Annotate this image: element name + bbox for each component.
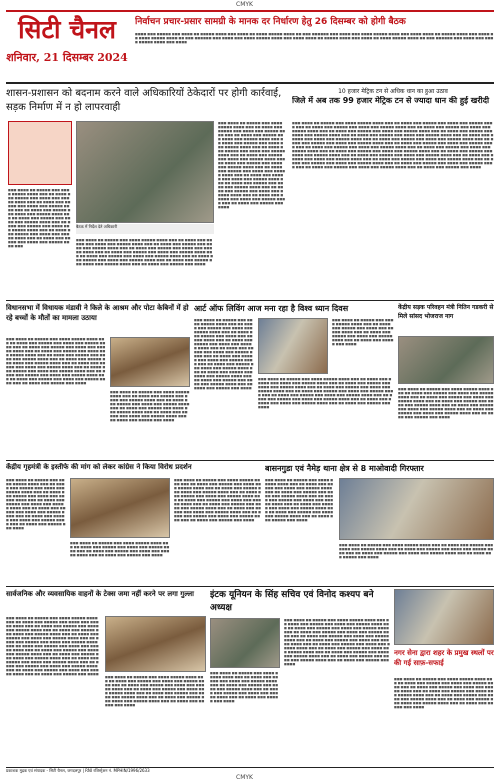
story1-column-3: ■■■ ■■■■ ■■ ■■■■■ ■■■ ■■■■ ■■■■■ ■■■■ ■■■ ■■ ■■■■ ■■■ ■■■■■ ■■■ ■■■■ ■■■ ■■■■■ ■■■■ ■■■ ■■ ■■■■ ■■■ ■■■■■ ■■■ ■■■■ ■■■ ■■■■■ ■■■■ ■■■ ■■ ■■■■ ■■■ ■■■■■ ■■■ ■■■■ ■■■ ■■■■■ ■■■■ ■■■ ■■ ■■■■ ■■■ ■■■■■ ■■■ ■■■■ ■■■ ■■■■■ ■■■■ ■■■ ■■ ■■■■ ■■■ ■■■■■ ■■■ ■■■■ ■■■ ■■■■■ ■■■■ ■■■ ■■ ■■■■ ■■■ ■■■■■ ■■■ ■■■■ ■■■ ■■■■■ ■■■■ ■■■ ■■ ■■■■ ■■■ ■■■■■ ■■■ ■■■■ ■■■ ■■■■■ ■■■■ ■■■ ■■ ■■■■ ■■■ ■■■■■ ■■■ ■■■■ ■■■ ■■■■■ ■■■■ ■■■ ■■ ■■■■ ■■■ ■■■■■ ■■■ ■■■■ ■■■ ■■■■■ ■■■■ ■■■ ■■ ■■■■ ■■■ ■■■■■ ■■■ ■■■■ ■■■ ■■■■■ ■■■■ ■■■ ■■ ■■■■ ■■■ ■■■■■ ■■■ ■■■■ ■■■ ■■■■■ ■■■■ ■■■ ■■ ■■■■ ■■■ ■■■■■ ■■■ ■■■■ bbox=[218, 121, 286, 209]
story6-headline: केंद्रीय गृहमंत्री के इस्तीफे की मांग को लेकर कांग्रेस ने किया विरोध प्रदर्शन bbox=[6, 463, 192, 471]
story1-column-1: ■■■ ■■■■ ■■ ■■■■■ ■■■ ■■■■ ■■■■■ ■■■■ ■■■ ■■ ■■■■ ■■■ ■■■■■ ■■■ ■■■■ ■■■ ■■■■■ ■■■■ ■■■ ■■ ■■■■ ■■■ ■■■■■ ■■■ ■■■■ ■■■ ■■■■■ ■■■■ ■■■ ■■ ■■■■ ■■■ ■■■■■ ■■■ ■■■■ ■■■ ■■■■■ ■■■■ ■■■ ■■ ■■■■ ■■■ ■■■■■ ■■■ ■■■■ ■■■ ■■■■■ ■■■■ ■■■ ■■ ■■■■ ■■■ ■■■■■ ■■■ ■■■■ ■■■ ■■■■■ ■■■■ ■■■ ■■ ■■■■ ■■■ ■■■■■ ■■■ ■■■■ ■■■ ■■■■■ ■■■■ ■■■ ■■ ■■■■ ■■■ ■■■■■ ■■■ ■■■■ ■■■ ■■■■■ ■■■■ ■■■ bbox=[8, 188, 71, 248]
story1-headline: शासन-प्रशासन को बदनाम करने वाले अधिकारियों ठेकेदारों पर होगी कार्रवाई, सड़क निर्माण में न हो लापरवाही bbox=[6, 88, 282, 113]
story7-photo bbox=[339, 478, 494, 540]
lead-story-body: ■■■■ ■■■ ■■■■■ ■■■ ■■■■ ■■ ■■■■■ ■■■■ ■■■ ■■■■ ■■ ■■■■ ■■■■■ ■■■■ ■■ ■■■ ■■■■■■ ■■■ ■■■■ ■■■ ■■■■ ■■■■■ ■■■■ ■■■ ■■■■ ■■■■ ■■ ■■■■■ ■■■■ ■■■ ■■■■ ■■ ■■■■ ■■■■■ ■■■■ ■■ ■■■ ■■■■■■ ■■■ ■■■■ ■■■ ■■■■ ■■■■■ ■■■■ ■■■ ■■■■ ■■■■ ■■ ■■■■■ ■■■■ ■■■ ■■■■ ■■ ■■■■ ■■■■■ ■■■■ ■■ ■■■ ■■■■■■ ■■■ ■■■■ ■■■ ■■■■ ■■■■■ ■■■■ ■■■ ■■■■ bbox=[135, 32, 494, 44]
story5-photo bbox=[398, 336, 494, 384]
story6-photo bbox=[70, 478, 170, 538]
story8-body-1: ■■■ ■■■■ ■■ ■■■■■ ■■■ ■■■■ ■■■■■ ■■■■ ■■■ ■■ ■■■■ ■■■ ■■■■■ ■■■ ■■■■ ■■■ ■■■■■ ■■■■ ■■■ ■■ ■■■■ ■■■ ■■■■■ ■■■ ■■■■ ■■■ ■■■■■ ■■■■ ■■■ ■■ ■■■■ ■■■ ■■■■■ ■■■ ■■■■ ■■■ ■■■■■ ■■■■ ■■■ ■■ ■■■■ ■■■ ■■■■■ ■■■ ■■■■ ■■■ ■■■■■ ■■■■ ■■■ ■■ ■■■■ ■■■ ■■■■■ ■■■ ■■■■ ■■■ ■■■■■ ■■■■ ■■■ ■■ ■■■■ ■■■ ■■■■■ ■■■ ■■■■ ■■■ ■■■■■ ■■■■ ■■■ ■■ ■■■■ ■■■ ■■■■■ ■■■ ■■■■ ■■■ ■■■■■ ■■■■ ■■■ ■■ ■■■■ ■■■ ■■■■■ ■■■ ■■■■ ■■■ ■■■■■ ■■■■ ■■■ ■■ ■■■■ ■■■ ■■■■■ ■■■ ■■■■ ■■■ ■■■■■ ■■■■ ■■■ ■■ ■■■■ ■■■ ■■■■■ ■■■ ■■■■ ■■■ ■■■■■ ■■■■ ■■■ ■■ ■■■■ ■■■ ■■■■■ ■■■ ■■■■ ■■■ ■■■■■ ■■■■ ■■■ ■■ ■■■■ ■■■ ■■■■■ ■■■ ■■■■ bbox=[6, 616, 99, 676]
story3-headline: विधानसभा में विधायक मंडावी ने किले के आश्रम और पोटा केबिनों में हो रहे बच्चों के मौतों का मामला उठाया bbox=[6, 304, 189, 322]
story1-sidebar-box bbox=[8, 121, 72, 185]
story1-photo-caption: बैठक में निर्देश देते अधिकारी bbox=[76, 224, 214, 234]
lead-headline: निर्वाचन प्रचार-प्रसार सामग्री के मानक दर निर्धारण हेतु 26 दिसम्बर को होगी बैठक bbox=[135, 17, 406, 27]
story10-headline: नगर सेना द्वारा शहर के प्रमुख स्थलों पर की गई साफ़-सफाई bbox=[394, 649, 494, 667]
story8-body-2: ■■■ ■■■■ ■■ ■■■■■ ■■■ ■■■■ ■■■■■ ■■■■ ■■■ ■■ ■■■■ ■■■ ■■■■■ ■■■ ■■■■ ■■■ ■■■■■ ■■■■ ■■■ ■■ ■■■■ ■■■ ■■■■■ ■■■ ■■■■ ■■■ ■■■■■ ■■■■ ■■■ ■■ ■■■■ ■■■ ■■■■■ ■■■ ■■■■ ■■■ ■■■■■ ■■■■ ■■■ ■■ ■■■■ ■■■ ■■■■■ ■■■ ■■■■ ■■■ ■■■■■ ■■■■ ■■■ ■■ ■■■■ ■■■ ■■■■■ ■■■ ■■■■ ■■■ ■■■■■ ■■■■ ■■■ ■■ ■■■■ ■■■ ■■■■■ ■■■ ■■■■ bbox=[105, 675, 205, 707]
story9-headline: इंटक यूनियन के सिंह सचिव एवं विनोद कश्यप बने अध्यक्ष bbox=[210, 590, 374, 613]
story9-body-2: ■■■ ■■■■ ■■ ■■■■■ ■■■ ■■■■ ■■■■■ ■■■■ ■■■ ■■ ■■■■ ■■■ ■■■■■ ■■■ ■■■■ ■■■ ■■■■■ ■■■■ ■■■ ■■ ■■■■ ■■■ ■■■■■ ■■■ ■■■■ ■■■ ■■■■■ ■■■■ ■■■ ■■ ■■■■ ■■■ ■■■■■ ■■■ ■■■■ ■■■ ■■■■■ ■■■■ ■■■ ■■ ■■■■ ■■■ ■■■■■ ■■■ ■■■■ ■■■ ■■■■■ ■■■■ ■■■ ■■ ■■■■ ■■■ ■■■■■ ■■■ ■■■■ ■■■ ■■■■■ ■■■■ ■■■ ■■ ■■■■ ■■■ ■■■■■ ■■■ ■■■■ ■■■ ■■■■■ ■■■■ ■■■ ■■ ■■■■ ■■■ ■■■■■ ■■■ ■■■■ ■■■ ■■■■■ ■■■■ ■■■ ■■ ■■■■ ■■■ ■■■■■ ■■■ ■■■■ ■■■ ■■■■■ ■■■■ ■■■ ■■ ■■■■ ■■■ ■■■■■ ■■■ ■■■■ ■■■ ■■■■■ ■■■■ ■■■ ■■ ■■■■ ■■■ ■■■■■ ■■■ ■■■■ bbox=[284, 618, 390, 666]
story5-headline: केंद्रीय सड़क परिवहन मंत्री नितिन गडकरी से मिले सांसद भोजराज नाग bbox=[398, 304, 494, 320]
story10-body: ■■■ ■■■■ ■■ ■■■■■ ■■■ ■■■■ ■■■■■ ■■■■ ■■■ ■■ ■■■■ ■■■ ■■■■■ ■■■ ■■■■ ■■■ ■■■■■ ■■■■ ■■■ ■■ ■■■■ ■■■ ■■■■■ ■■■ ■■■■ ■■■ ■■■■■ ■■■■ ■■■ ■■ ■■■■ ■■■ ■■■■■ ■■■ ■■■■ ■■■ ■■■■■ ■■■■ ■■■ ■■ ■■■■ ■■■ ■■■■■ ■■■ ■■■■ ■■■ ■■■■■ ■■■■ ■■■ ■■ ■■■■ ■■■ ■■■■■ ■■■ ■■■■ ■■■ ■■■■■ ■■■■ ■■■ ■■ ■■■■ ■■■ ■■■■■ ■■■ ■■■■ bbox=[394, 677, 494, 709]
story5-body: ■■■ ■■■■ ■■ ■■■■■ ■■■ ■■■■ ■■■■■ ■■■■ ■■■ ■■ ■■■■ ■■■ ■■■■■ ■■■ ■■■■ ■■■ ■■■■■ ■■■■ ■■■ ■■ ■■■■ ■■■ ■■■■■ ■■■ ■■■■ ■■■ ■■■■■ ■■■■ ■■■ ■■ ■■■■ ■■■ ■■■■■ ■■■ ■■■■ ■■■ ■■■■■ ■■■■ ■■■ ■■ ■■■■ ■■■ ■■■■■ ■■■ ■■■■ ■■■ ■■■■■ ■■■■ ■■■ ■■ ■■■■ ■■■ ■■■■■ ■■■ ■■■■ ■■■ ■■■■■ ■■■■ ■■■ ■■ ■■■■ ■■■ ■■■■■ ■■■ ■■■■ bbox=[398, 387, 494, 419]
row1-rule bbox=[6, 300, 494, 301]
top-rule bbox=[6, 10, 494, 12]
story6-body-2: ■■■ ■■■■ ■■ ■■■■■ ■■■ ■■■■ ■■■■■ ■■■■ ■■■ ■■ ■■■■ ■■■ ■■■■■ ■■■ ■■■■ ■■■ ■■■■■ ■■■■ ■■■ ■■ ■■■■ ■■■ ■■■■■ ■■■ ■■■■ ■■■ ■■■■■ ■■■■ ■■■ ■■ ■■■■ ■■■ ■■■■■ ■■■ ■■■■ bbox=[70, 541, 170, 557]
story3-body-1: ■■■ ■■■■ ■■ ■■■■■ ■■■ ■■■■ ■■■■■ ■■■■ ■■■ ■■ ■■■■ ■■■ ■■■■■ ■■■ ■■■■ ■■■ ■■■■■ ■■■■ ■■■ ■■ ■■■■ ■■■ ■■■■■ ■■■ ■■■■ ■■■ ■■■■■ ■■■■ ■■■ ■■ ■■■■ ■■■ ■■■■■ ■■■ ■■■■ ■■■ ■■■■■ ■■■■ ■■■ ■■ ■■■■ ■■■ ■■■■■ ■■■ ■■■■ ■■■ ■■■■■ ■■■■ ■■■ ■■ ■■■■ ■■■ ■■■■■ ■■■ ■■■■ ■■■ ■■■■■ ■■■■ ■■■ ■■ ■■■■ ■■■ ■■■■■ ■■■ ■■■■ ■■■ ■■■■■ ■■■■ ■■■ ■■ ■■■■ ■■■ ■■■■■ ■■■ ■■■■ ■■■ ■■■■■ ■■■■ ■■■ ■■ ■■■■ ■■■ ■■■■■ ■■■ ■■■■ ■■■ ■■■■■ ■■■■ ■■■ ■■ ■■■■ ■■■ ■■■■■ ■■■ ■■■■ ■■■ ■■■■■ ■■■■ ■■■ ■■ ■■■■ ■■■ ■■■■■ ■■■ ■■■■ bbox=[6, 337, 106, 385]
story6-body-3: ■■■ ■■■■ ■■ ■■■■■ ■■■ ■■■■ ■■■■■ ■■■■ ■■■ ■■ ■■■■ ■■■ ■■■■■ ■■■ ■■■■ ■■■ ■■■■■ ■■■■ ■■■ ■■ ■■■■ ■■■ ■■■■■ ■■■ ■■■■ ■■■ ■■■■■ ■■■■ ■■■ ■■ ■■■■ ■■■ ■■■■■ ■■■ ■■■■ ■■■ ■■■■■ ■■■■ ■■■ ■■ ■■■■ ■■■ ■■■■■ ■■■ ■■■■ ■■■ ■■■■■ ■■■■ ■■■ ■■ ■■■■ ■■■ ■■■■■ ■■■ ■■■■ ■■■ ■■■■■ ■■■■ ■■■ ■■ ■■■■ ■■■ ■■■■■ ■■■ ■■■■ ■■■ ■■■■■ ■■■■ ■■■ ■■ ■■■■ ■■■ ■■■■■ ■■■ ■■■■ ■■■ ■■■■■ ■■■■ ■■■ ■■ ■■■■ ■■■ ■■■■■ ■■■ ■■■■ bbox=[174, 478, 261, 522]
masthead-title: सिटी चैनल bbox=[18, 15, 116, 44]
cmyk-marker-bottom: CMYK bbox=[236, 774, 253, 781]
story6-body-1: ■■■ ■■■■ ■■ ■■■■■ ■■■ ■■■■ ■■■■■ ■■■■ ■■■ ■■ ■■■■ ■■■ ■■■■■ ■■■ ■■■■ ■■■ ■■■■■ ■■■■ ■■■ ■■ ■■■■ ■■■ ■■■■■ ■■■ ■■■■ ■■■ ■■■■■ ■■■■ ■■■ ■■ ■■■■ ■■■ ■■■■■ ■■■ ■■■■ ■■■ ■■■■■ ■■■■ ■■■ ■■ ■■■■ ■■■ ■■■■■ ■■■ ■■■■ ■■■ ■■■■■ ■■■■ ■■■ ■■ ■■■■ ■■■ ■■■■■ ■■■ ■■■■ ■■■ ■■■■■ ■■■■ ■■■ ■■ ■■■■ ■■■ ■■■■■ ■■■ ■■■■ bbox=[6, 478, 66, 530]
masthead-date: शनिवार, 21 दिसम्बर 2024 bbox=[6, 51, 128, 64]
story7-headline: बासनगुडा एवं नैमेड़ थाना क्षेत्र से 8 माओवादी गिरफ्तार bbox=[265, 464, 424, 473]
masthead bbox=[6, 14, 128, 78]
story1-column-2: ■■■ ■■■■ ■■ ■■■■■ ■■■ ■■■■ ■■■■■ ■■■■ ■■■ ■■ ■■■■ ■■■ ■■■■■ ■■■ ■■■■ ■■■ ■■■■■ ■■■■ ■■■ ■■ ■■■■ ■■■ ■■■■■ ■■■ ■■■■ ■■■ ■■■■■ ■■■■ ■■■ ■■ ■■■■ ■■■ ■■■■■ ■■■ ■■■■ ■■■ ■■■■■ ■■■■ ■■■ ■■ ■■■■ ■■■ ■■■■■ ■■■ ■■■■ ■■■ ■■■■■ ■■■■ ■■■ ■■ ■■■■ ■■■ ■■■■■ ■■■ ■■■■ ■■■ ■■■■■ ■■■■ ■■■ ■■ ■■■■ ■■■ ■■■■■ ■■■ ■■■■ ■■■ ■■■■■ ■■■■ ■■■ ■■ ■■■■ ■■■ ■■■■■ ■■■ ■■■■ ■■■ ■■■■■ ■■■■ ■■■ ■■ ■■■■ ■■■ ■■■■■ ■■■ ■■■■ bbox=[76, 238, 214, 266]
story4-body-2: ■■■ ■■■■ ■■ ■■■■■ ■■■ ■■■■ ■■■■■ ■■■■ ■■■ ■■ ■■■■ ■■■ ■■■■■ ■■■ ■■■■ ■■■ ■■■■■ ■■■■ ■■■ ■■ ■■■■ ■■■ ■■■■■ ■■■ ■■■■ ■■■ ■■■■■ ■■■■ ■■■ ■■ ■■■■ ■■■ ■■■■■ ■■■ ■■■■ ■■■ ■■■■■ ■■■■ ■■■ ■■ ■■■■ ■■■ ■■■■■ ■■■ ■■■■ ■■■ ■■■■■ ■■■■ ■■■ ■■ ■■■■ ■■■ ■■■■■ ■■■ ■■■■ ■■■ ■■■■■ ■■■■ ■■■ ■■ ■■■■ ■■■ ■■■■■ ■■■ ■■■■ ■■■ ■■■■■ ■■■■ ■■■ ■■ ■■■■ ■■■ ■■■■■ ■■■ ■■■■ ■■■ ■■■■■ ■■■■ ■■■ ■■ ■■■■ ■■■ ■■■■■ ■■■ ■■■■ bbox=[258, 377, 394, 409]
masthead-bottom-rule bbox=[6, 82, 494, 84]
story8-photo bbox=[105, 616, 206, 672]
story10-photo bbox=[394, 589, 494, 645]
row2-rule bbox=[6, 460, 494, 461]
story8-headline: सार्वजनिक और व्यवसायिक वाहनों के टेक्स जमा नहीं करने पर लगा गुल्ला bbox=[6, 590, 194, 598]
story1-photo bbox=[76, 121, 214, 223]
story3-photo bbox=[110, 337, 190, 387]
story9-body-1: ■■■ ■■■■ ■■ ■■■■■ ■■■ ■■■■ ■■■■■ ■■■■ ■■■ ■■ ■■■■ ■■■ ■■■■■ ■■■ ■■■■ ■■■ ■■■■■ ■■■■ ■■■ ■■ ■■■■ ■■■ ■■■■■ ■■■ ■■■■ ■■■ ■■■■■ ■■■■ ■■■ ■■ ■■■■ ■■■ ■■■■■ ■■■ ■■■■ ■■■ ■■■■■ ■■■■ ■■■ ■■ ■■■■ ■■■ ■■■■■ ■■■ ■■■■ bbox=[210, 671, 279, 703]
story4-body-3: ■■■ ■■■■ ■■ ■■■■■ ■■■ ■■■■ ■■■■■ ■■■■ ■■■ ■■ ■■■■ ■■■ ■■■■■ ■■■ ■■■■ ■■■ ■■■■■ ■■■■ ■■■ ■■ ■■■■ ■■■ ■■■■■ ■■■ ■■■■ ■■■ ■■■■■ ■■■■ ■■■ ■■ ■■■■ ■■■ ■■■■■ ■■■ ■■■■ bbox=[332, 318, 394, 346]
story2-headline: जिले में अब तक 99 हजार मेट्रिक टन से ज्यादा धान की हुई खरीदी bbox=[292, 96, 490, 105]
row3-rule bbox=[6, 586, 494, 587]
story9-photo bbox=[210, 618, 280, 668]
cmyk-marker-top: CMYK bbox=[236, 1, 253, 8]
story4-body-1: ■■■ ■■■■ ■■ ■■■■■ ■■■ ■■■■ ■■■■■ ■■■■ ■■■ ■■ ■■■■ ■■■ ■■■■■ ■■■ ■■■■ ■■■ ■■■■■ ■■■■ ■■■ ■■ ■■■■ ■■■ ■■■■■ ■■■ ■■■■ ■■■ ■■■■■ ■■■■ ■■■ ■■ ■■■■ ■■■ ■■■■■ ■■■ ■■■■ ■■■ ■■■■■ ■■■■ ■■■ ■■ ■■■■ ■■■ ■■■■■ ■■■ ■■■■ ■■■ ■■■■■ ■■■■ ■■■ ■■ ■■■■ ■■■ ■■■■■ ■■■ ■■■■ ■■■ ■■■■■ ■■■■ ■■■ ■■ ■■■■ ■■■ ■■■■■ ■■■ ■■■■ ■■■ ■■■■■ ■■■■ ■■■ ■■ ■■■■ ■■■ ■■■■■ ■■■ ■■■■ ■■■ ■■■■■ ■■■■ ■■■ ■■ ■■■■ ■■■ ■■■■■ ■■■ ■■■■ ■■■ ■■■■■ ■■■■ ■■■ ■■ ■■■■ ■■■ ■■■■■ ■■■ ■■■■ bbox=[194, 318, 254, 390]
story7-body-1: ■■■ ■■■■ ■■ ■■■■■ ■■■ ■■■■ ■■■■■ ■■■■ ■■■ ■■ ■■■■ ■■■ ■■■■■ ■■■ ■■■■ ■■■ ■■■■■ ■■■■ ■■■ ■■ ■■■■ ■■■ ■■■■■ ■■■ ■■■■ ■■■ ■■■■■ ■■■■ ■■■ ■■ ■■■■ ■■■ ■■■■■ ■■■ ■■■■ ■■■ ■■■■■ ■■■■ ■■■ ■■ ■■■■ ■■■ ■■■■■ ■■■ ■■■■ ■■■ ■■■■■ ■■■■ ■■■ ■■ ■■■■ ■■■ ■■■■■ ■■■ ■■■■ ■■■ ■■■■■ ■■■■ ■■■ ■■ ■■■■ ■■■ ■■■■■ ■■■ ■■■■ bbox=[265, 478, 334, 522]
story2-kicker: 10 हजार मेट्रिक टन से अधिक धान का हुआ उठाव bbox=[338, 88, 448, 95]
story4-photo bbox=[258, 318, 328, 374]
story3-body-2: ■■■ ■■■■ ■■ ■■■■■ ■■■ ■■■■ ■■■■■ ■■■■ ■■■ ■■ ■■■■ ■■■ ■■■■■ ■■■ ■■■■ ■■■ ■■■■■ ■■■■ ■■■ ■■ ■■■■ ■■■ ■■■■■ ■■■ ■■■■ ■■■ ■■■■■ ■■■■ ■■■ ■■ ■■■■ ■■■ ■■■■■ ■■■ ■■■■ ■■■ ■■■■■ ■■■■ ■■■ ■■ ■■■■ ■■■ ■■■■■ ■■■ ■■■■ ■■■ ■■■■■ ■■■■ ■■■ ■■ ■■■■ ■■■ ■■■■■ ■■■ ■■■■ bbox=[110, 390, 190, 422]
footer-text: प्रकाशक मुद्रक एवं संपादक - सिटी चैनल, जगदलपुर | RNI रजिस्ट्रेशन नं. MPHIN/1996/2633 bbox=[6, 768, 150, 773]
story4-headline: आर्ट ऑफ लिविंग आज मना रहा है विश्व ध्यान दिवस bbox=[194, 304, 349, 313]
story7-body-2: ■■■ ■■■■ ■■ ■■■■■ ■■■ ■■■■ ■■■■■ ■■■■ ■■■ ■■ ■■■■ ■■■ ■■■■■ ■■■ ■■■■ ■■■ ■■■■■ ■■■■ ■■■ ■■ ■■■■ ■■■ ■■■■■ ■■■ ■■■■ ■■■ ■■■■■ ■■■■ ■■■ ■■ ■■■■ ■■■ ■■■■■ ■■■ ■■■■ ■■■ ■■■■■ ■■■■ ■■■ ■■ ■■■■ ■■■ ■■■■■ ■■■ ■■■■ bbox=[339, 543, 494, 559]
story2-body: ■■■ ■■■■ ■■ ■■■■■ ■■■ ■■■■ ■■■■■ ■■■■ ■■■ ■■ ■■■■ ■■■ ■■■■■ ■■■ ■■■■ ■■■ ■■■■■ ■■■■ ■■■ ■■ ■■■■ ■■■ ■■■■■ ■■■ ■■■■ ■■■ ■■■■■ ■■■■ ■■■ ■■ ■■■■ ■■■ ■■■■■ ■■■ ■■■■ ■■■ ■■■■■ ■■■■ ■■■ ■■ ■■■■ ■■■ ■■■■■ ■■■ ■■■■ ■■■ ■■■■■ ■■■■ ■■■ ■■ ■■■■ ■■■ ■■■■■ ■■■ ■■■■ ■■■ ■■■■■ ■■■■ ■■■ ■■ ■■■■ ■■■ ■■■■■ ■■■ ■■■■ ■■■ ■■■■■ ■■■■ ■■■ ■■ ■■■■ ■■■ ■■■■■ ■■■ ■■■■ ■■■ ■■■■■ ■■■■ ■■■ ■■ ■■■■ ■■■ ■■■■■ ■■■ ■■■■ ■■■ ■■■■■ ■■■■ ■■■ ■■ ■■■■ ■■■ ■■■■■ ■■■ ■■■■ ■■■ ■■■■■ ■■■■ ■■■ ■■ ■■■■ ■■■ ■■■■■ ■■■ ■■■■ ■■■ ■■■■■ ■■■■ ■■■ ■■ ■■■■ ■■■ ■■■■■ ■■■ ■■■■ ■■■ ■■■■■ ■■■■ ■■■ ■■ ■■■■ ■■■ ■■■■■ ■■■ ■■■■ ■■■ ■■■■■ ■■■■ ■■■ ■■ ■■■■ ■■■ ■■■■■ ■■■ ■■■■ ■■■ ■■■■■ ■■■■ ■■■ ■■ ■■■■ ■■■ ■■■■■ ■■■ ■■■■ ■■■ ■■■■■ ■■■■ ■■■ ■■ ■■■■ ■■■ ■■■■■ ■■■ ■■■■ ■■■ ■■■■■ ■■■■ ■■■ ■■ ■■■■ ■■■ ■■■■■ ■■■ ■■■■ ■■■ ■■■■■ ■■■■ ■■■ ■■ ■■■■ ■■■ ■■■■■ ■■■ ■■■■ ■■■ ■■■■■ ■■■■ ■■■ ■■ ■■■■ ■■■ ■■■■■ ■■■ ■■■■ ■■■ ■■■■■ ■■■■ ■■■ ■■ ■■■■ ■■■ ■■■■■ ■■■ ■■■■ ■■■ ■■■■■ ■■■■ ■■■ ■■ ■■■■ ■■■ ■■■■■ ■■■ ■■■■ ■■■ ■■■■■ ■■■■ ■■■ ■■ ■■■■ ■■■ ■■■■■ ■■■ ■■■■ bbox=[292, 121, 494, 169]
